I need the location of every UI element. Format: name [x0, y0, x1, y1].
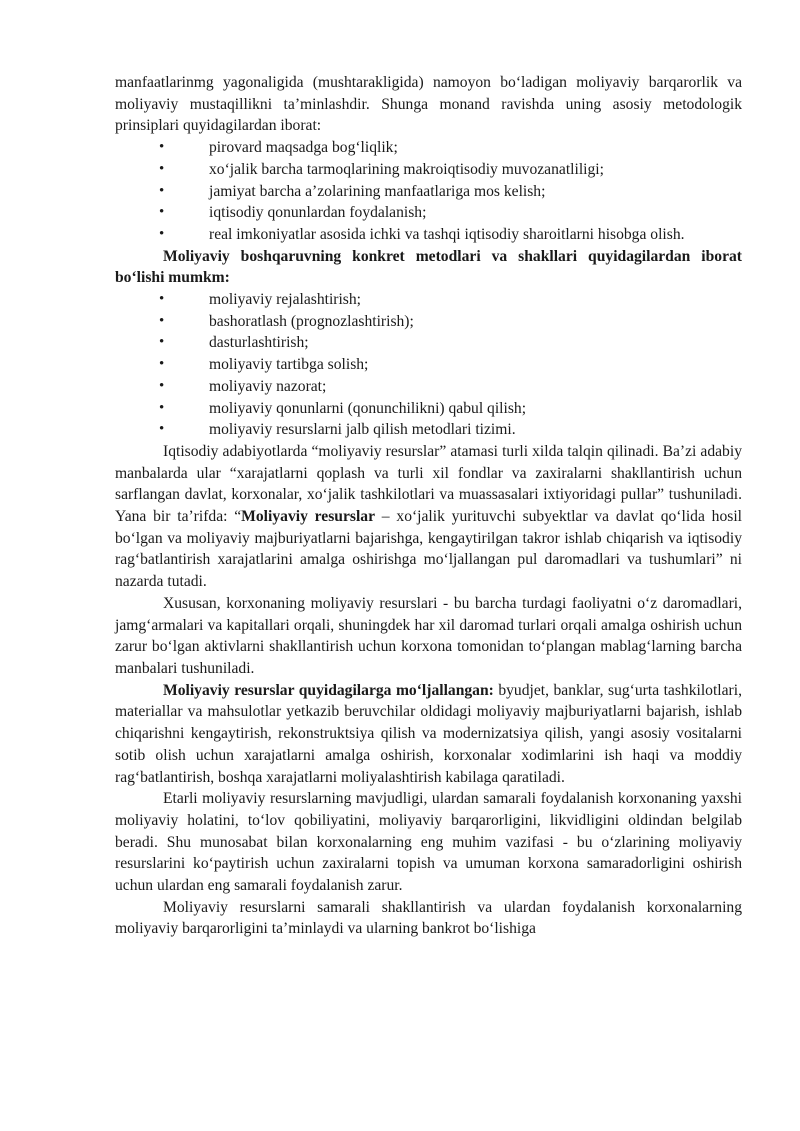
- paragraph-enterprise-resources: Xususan, korxonaning moliyaviy resurslari - bu barcha turdagi faoliyatni o‘z daromadlari, jamg‘armalari va kapitallari orqali, shuningdek har xil daromad turlari orqali amalga oshirish uchun zarur bo‘lgan aktivlarni shakllantirish uchun korxona tomonidan to‘plangan mablag‘larning barcha manbalari tushuniladi.: [115, 594, 742, 677]
- list-item: • jamiyat barcha a’zolarining manfaatlariga mos kelish;: [115, 181, 742, 203]
- list-item: • pirovard maqsadga bog‘liqlik;: [115, 137, 742, 159]
- paragraph-purpose: Moliyaviy resurslar quyidagilarga mo‘ljallangan: byudjet, banklar, sug‘urta tashkilotlari, materiallar va mahsulotlar yetkazib beruvchilar oldidagi moliyaviy majburiyatlarni bajarish, ishlab chiqarishni kengaytirish, rekonstruktsiya qilish va modernizatsiya qilish, yangi asosiy vositalarni sotib olish uchun xarajatlarni amalga oshirish, korxonalar xodimlarini ish haqi va moddiy rag‘batlantirish, boshqa xarajatlarni moliyalashtirish kabilaga qaratiladi.: [115, 681, 742, 786]
- paragraph-intro: manfaatlarinmg yagonaligida (mushtarakligida) namoyon bo‘ladigan moliyaviy barqarorlik va moliyaviy mustaqillikni ta’minlashdir. Shunga monand ravishda uning asosiy metodologik prinsiplari quyidagilardan iborat:: [115, 74, 742, 135]
- list-item: • real imkoniyatlar asosida ichki va tashqi iqtisodiy sharoitlarni hisobga olish.: [115, 224, 742, 246]
- list-item: • moliyaviy qonunlarni (qonunchilikni) qabul qilish;: [115, 398, 742, 420]
- bullet-icon: •: [159, 356, 165, 373]
- bullet-icon: •: [159, 225, 165, 242]
- bullet-icon: •: [159, 312, 165, 329]
- list-item: • moliyaviy resurslarni jalb qilish metodlari tizimi.: [115, 419, 742, 441]
- principles-list: [115, 137, 742, 246]
- list-item: • bashoratlash (prognozlashtirish);: [115, 311, 742, 333]
- document-page: [115, 72, 742, 940]
- bullet-icon: •: [159, 377, 165, 394]
- paragraph-effective-use: Moliyaviy resurslarni samarali shakllantirish va ulardan foydalanish korxonalarning moliyaviy barqarorligini ta’minlaydi va ularning bankrot bo‘lishiga: [115, 898, 742, 938]
- paragraph-definition: Iqtisodiy adabiyotlarda “moliyaviy resurslar” atamasi turli xilda talqin qilinadi. Ba’zi adabiy manbalarda ular “xarajatlarni qoplash va turli xil fondlar va zaxiralarni shakllantirish uchun sarflangan davlat, korxonalar, xo‘jalik tashkilotlari va muassasalari ixtiyoridagi pullar” tushuniladi. Yana bir ta’rifda: “Moliyaviy resurslar – xo‘jalik yurituvchi subyektlar va davlat qo‘lida hosil bo‘lgan va moliyaviy majburiyatlarni bajarishga, kengaytirilgan takror ishlab chiqarish va iqtisodiy rag‘batlantirish xarajatlarini amalga oshirishga mo‘ljallangan pul daromadlari va tushumlari” ni nazarda tutadi.: [115, 442, 742, 591]
- bullet-icon: •: [159, 291, 165, 308]
- list-item: • moliyaviy rejalashtirish;: [115, 289, 742, 311]
- list-item: • xo‘jalik barcha tarmoqlarining makroiqtisodiy muvozanatliligi;: [115, 159, 742, 181]
- bullet-icon: •: [159, 182, 165, 199]
- bullet-icon: •: [159, 421, 165, 438]
- bullet-icon: •: [159, 334, 165, 351]
- bullet-icon: •: [159, 139, 165, 156]
- bullet-icon: •: [159, 204, 165, 221]
- list-item: • dasturlashtirish;: [115, 332, 742, 354]
- methods-list: [115, 289, 742, 441]
- bullet-icon: •: [159, 160, 165, 177]
- section-heading: Moliyaviy boshqaruvning konkret metodlari va shakllari quyidagilardan iborat bo‘lishi mumkm:: [115, 247, 742, 287]
- list-item: • moliyaviy tartibga solish;: [115, 354, 742, 376]
- list-item: • iqtisodiy qonunlardan foydalanish;: [115, 202, 742, 224]
- bullet-icon: •: [159, 399, 165, 416]
- paragraph-availability: Etarli moliyaviy resurslarning mavjudligi, ulardan samarali foydalanish korxonaning yaxshi moliyaviy holatini, to‘lov qobiliyatini, moliyaviy barqarorligini, likvidligini oldindan belgilab beradi. Shu munosabat bilan korxonalarning eng muhim vazifasi - bu o‘zlarining moliyaviy resurslarini ko‘paytirish uchun zaxiralarni topish va umuman korxona samaradorligini oshirish uchun ulardan eng samarali foydalanish zarur.: [115, 790, 742, 895]
- list-item: • moliyaviy nazorat;: [115, 376, 742, 398]
